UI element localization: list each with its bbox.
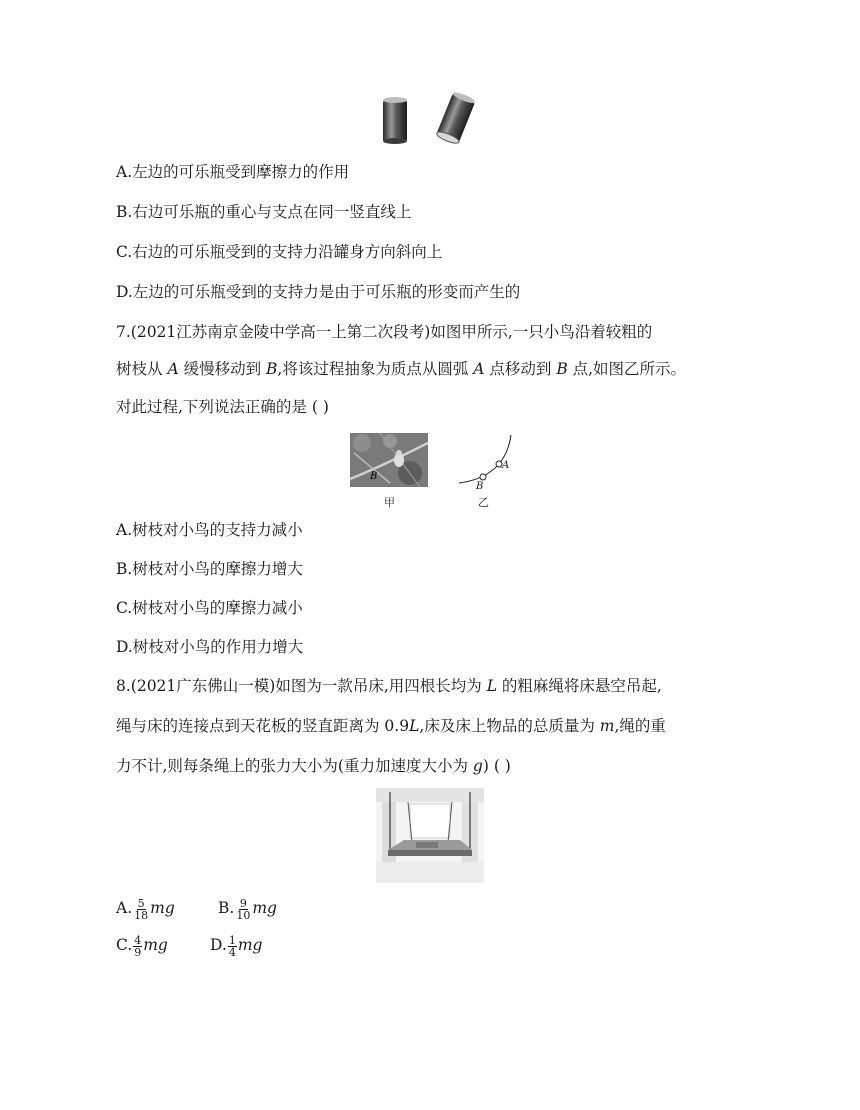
hammock-bed-photo	[376, 788, 484, 883]
caption-jia: 甲	[384, 496, 395, 509]
q8-stem-line2: 绳与床的连接点到天花板的竖直距离为 0.9L,床及床上物品的总质量为 m,绳的重	[116, 717, 666, 735]
q8-option-d: D. $\frac{1}{4}$ mg	[210, 933, 263, 959]
q6-option-d: D.左边的可乐瓶受到的支持力是由于可乐瓶的形变而产生的	[116, 283, 521, 301]
diagram-label-a: A	[502, 460, 510, 471]
q7-stem-line1: 7.(2021江苏南京金陵中学高一上第二次段考)如图甲所示,一只小鸟沿着较粗的	[116, 323, 653, 341]
left-can-upright	[383, 97, 407, 144]
right-can-tilted	[435, 92, 476, 145]
q7-option-a: A.树枝对小鸟的支持力减小	[116, 521, 303, 539]
cola-cans-figure	[370, 92, 490, 148]
caption-yi: 乙	[478, 496, 489, 509]
q6-option-a: A.左边的可乐瓶受到摩擦力的作用	[116, 163, 350, 181]
q8-option-b: B. $\frac{9}{10}$ mg	[218, 896, 277, 922]
q8-option-c: C. $\frac{4}{9}$ mg	[116, 933, 168, 959]
q7-option-c: C.树枝对小鸟的摩擦力减小	[116, 599, 303, 617]
photo-label-b: B	[370, 471, 378, 482]
bird-photo-figure	[350, 433, 428, 487]
arc-diagram-figure	[455, 433, 515, 493]
q8-option-a: A. $\frac{5}{18}$ mg	[116, 896, 175, 922]
diagram-label-b: B	[476, 481, 484, 492]
q6-option-c: C.右边的可乐瓶受到的支持力沿罐身方向斜向上	[116, 243, 443, 261]
q7-option-d: D.树枝对小鸟的作用力增大	[116, 638, 304, 656]
q8-stem-line3: 力不计,则每条绳上的张力大小为(重力加速度大小为 g) ( )	[116, 757, 511, 775]
q6-option-b: B.右边可乐瓶的重心与支点在同一竖直线上	[116, 203, 412, 221]
q8-stem-line1: 8.(2021广东佛山一模)如图为一款吊床,用四根长均为 L 的粗麻绳将床悬空吊起,	[116, 677, 662, 695]
q7-option-b: B.树枝对小鸟的摩擦力增大	[116, 560, 303, 578]
q7-stem-line3: 对此过程,下列说法正确的是 ( )	[116, 398, 329, 416]
q7-stem-line2: 树枝从 A 缓慢移动到 B,将该过程抽象为质点从圆弧 A 点移动到 B 点,如图乙所示。	[116, 360, 687, 378]
